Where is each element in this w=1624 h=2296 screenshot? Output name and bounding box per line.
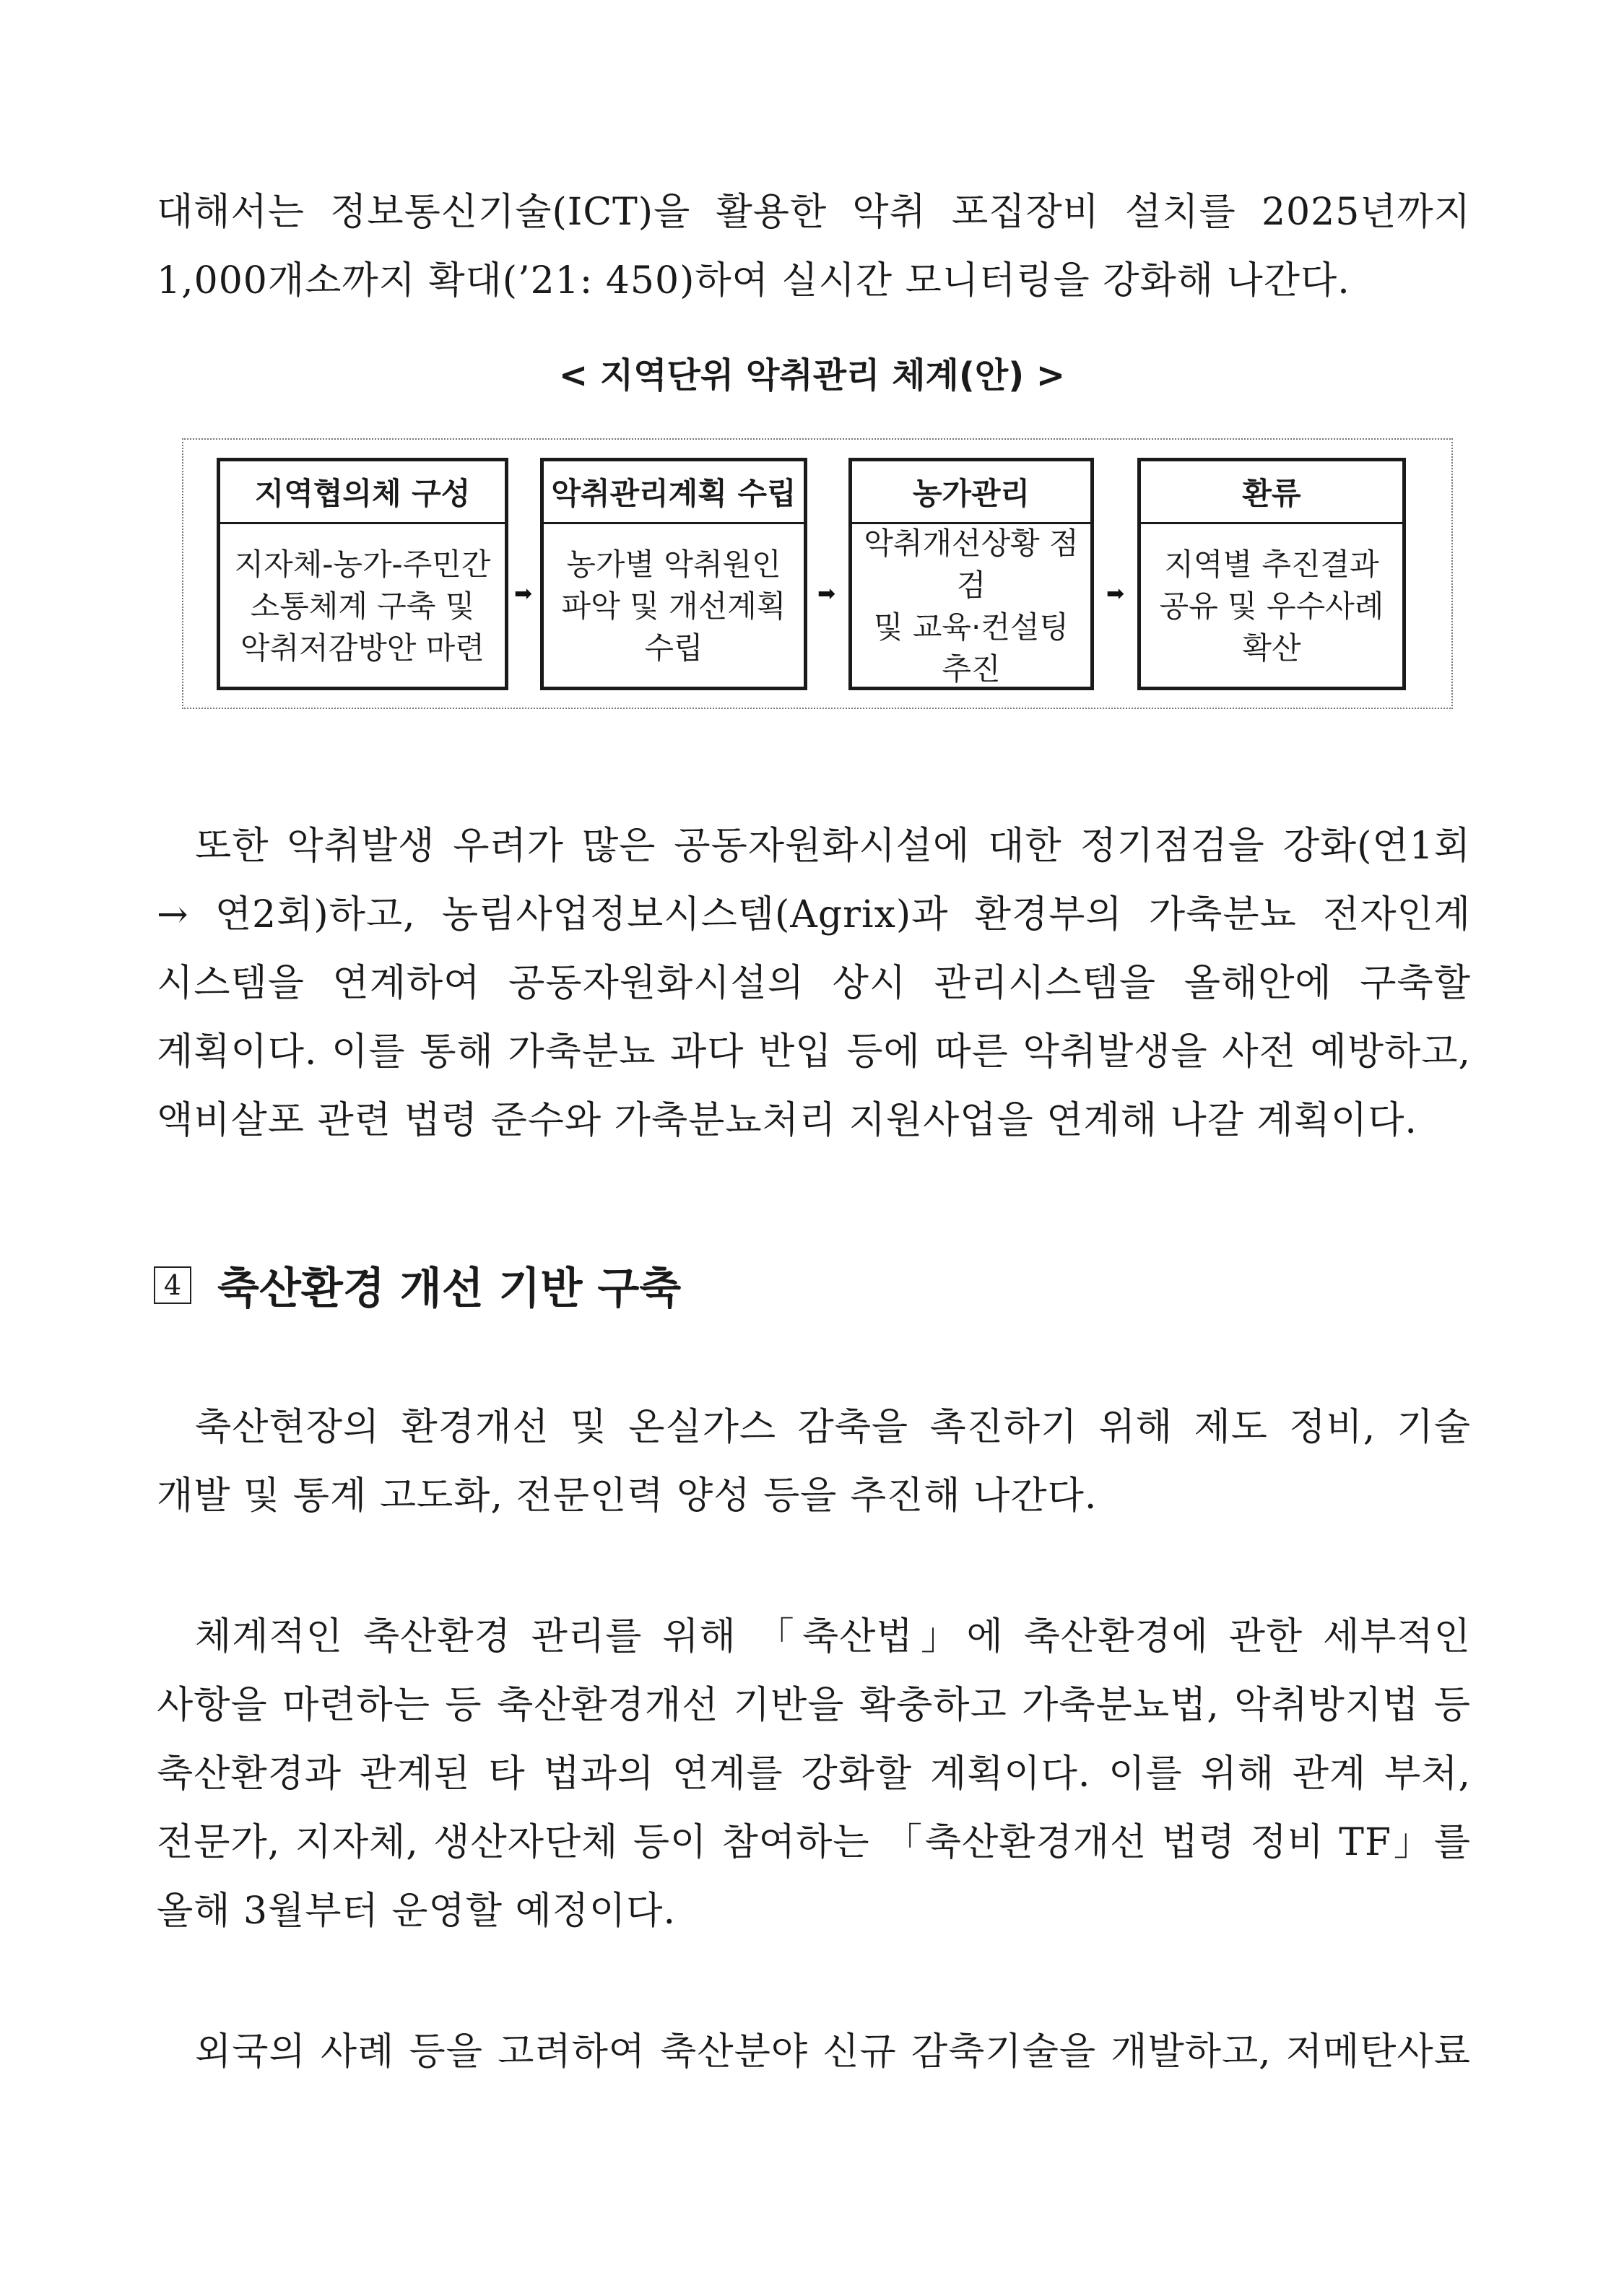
para2-line-2: → 연2회)하고, 농림사업정보시스템(Agrix)과 환경부의 가축분뇨 전자인계 [157, 893, 1471, 936]
diagram-caption: < 지역단위 악취관리 체계(안) > [558, 355, 1066, 396]
flow-step-4-title: 환류 [1141, 461, 1402, 524]
section-heading [154, 1260, 682, 1314]
flow-step-2-title: 악취관리계획 수립 [544, 461, 804, 524]
para4-line-4: 전문가, 지자체, 생산자단체 등이 참여하는 「축산환경개선 법령 정비 TF」를 [157, 1821, 1471, 1864]
flow-step-1-line-1: 지자체-농가-주민간 [234, 547, 491, 582]
para5-line-1: 외국의 사례 등을 고려하여 축산분야 신규 감축기술을 개발하고, 저메탄사료 [195, 2030, 1471, 2074]
para4-line-5: 올해 3월부터 운영할 예정이다. [157, 1890, 676, 1933]
flow-step-3-body [852, 524, 1090, 689]
flow-step-2-body [544, 524, 804, 689]
para2-line-3: 시스템을 연계하여 공동자원화시설의 상시 관리시스템을 올해안에 구축할 [157, 962, 1471, 1005]
flow-step-3 [848, 458, 1094, 690]
para4-line-3: 축산환경과 관계된 타 법과의 연계를 강화할 계획이다. 이를 위해 관계 부처, [157, 1752, 1471, 1796]
flow-step-1-title: 지역협의체 구성 [220, 461, 505, 524]
flow-step-2-line-1: 농가별 악취원인 [566, 547, 781, 582]
flow-step-2 [540, 458, 807, 690]
flow-step-2-line-2: 파악 및 개선계획 [561, 588, 786, 624]
flow-step-2-line-3: 수립 [644, 630, 703, 666]
para3-line-1: 축산현장의 환경개선 및 온실가스 감축을 촉진하기 위해 제도 정비, 기술 [195, 1406, 1471, 1449]
flow-step-3-title: 농가관리 [852, 461, 1090, 524]
flow-step-3-line-2: 및 교육·컨설팅 [873, 609, 1069, 645]
flow-step-4-line-2: 공유 및 우수사례 [1159, 588, 1384, 624]
flow-step-1-body [220, 524, 505, 689]
para3-line-2: 개발 및 통계 고도화, 전문인력 양성 등을 추진해 나간다. [157, 1474, 1098, 1518]
flow-step-1 [217, 458, 508, 690]
para2-line-4: 계획이다. 이를 통해 가축분뇨 과다 반입 등에 따른 악취발생을 사전 예방하고, [157, 1030, 1471, 1074]
section-title: 축산환경 개선 기반 구축 [217, 1264, 682, 1314]
flow-step-4 [1137, 458, 1406, 690]
flow-arrow-icon-2: ➡ [817, 581, 836, 606]
para4-line-2: 사항을 마련하는 등 축산환경개선 기반을 확충하고 가축분뇨법, 악취방지법 등 [157, 1684, 1471, 1727]
para2-line-5: 액비살포 관련 법령 준수와 가축분뇨처리 지원사업을 연계해 나갈 계획이다. [157, 1099, 1417, 1142]
flow-step-1-line-2: 소통체계 구축 및 [250, 588, 475, 624]
flow-step-3-line-1: 악취개선상황 점검 [864, 526, 1079, 603]
flow-step-4-line-1: 지역별 추진결과 [1164, 547, 1379, 582]
flow-step-4-line-3: 확산 [1242, 630, 1301, 666]
flow-step-1-line-3: 악취저감방안 마련 [240, 630, 485, 666]
flow-arrow-icon-1: ➡ [514, 581, 533, 606]
section-number-box: 4 [154, 1266, 191, 1304]
flow-step-3-line-3: 추진 [942, 651, 1001, 687]
para2-line-1: 또한 악취발생 우려가 많은 공동자원화시설에 대한 정기점검을 강화(연1회 [195, 825, 1471, 868]
flow-step-4-body [1141, 524, 1402, 689]
para4-line-1: 체계적인 축산환경 관리를 위해 「축산법」에 축산환경에 관한 세부적인 [195, 1615, 1471, 1658]
para1-line-1: 대해서는 정보통신기술(ICT)을 활용한 악취 포집장비 설치를 2025년까지 [157, 191, 1471, 234]
para1-line-2: 1,000개소까지 확대(’21: 450)하여 실시간 모니터링을 강화해 나간다. [157, 259, 1350, 303]
flow-arrow-icon-3: ➡ [1106, 581, 1125, 606]
